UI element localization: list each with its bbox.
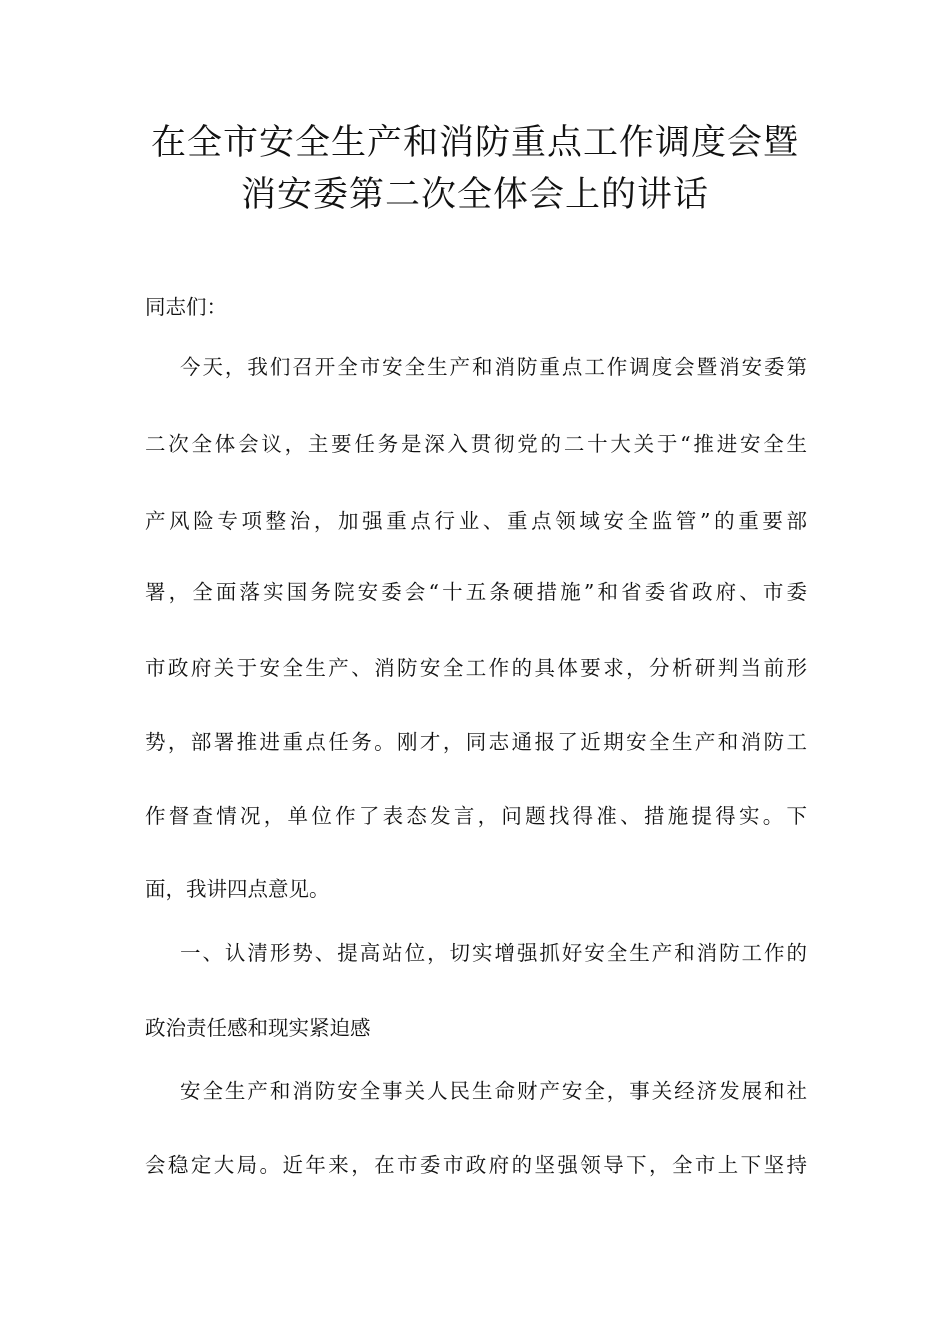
paragraph-1-line-1: 今天，我们召开全市安全生产和消防重点工作调度会暨消安委第 — [180, 355, 807, 379]
paragraph-1-line-7: 作督查情况，单位作了表态发言，问题找得准、措施提得实。下 — [145, 804, 807, 828]
paragraph-1-line-3: 产风险专项整治，加强重点行业、重点领域安全监管”的重要部 — [145, 509, 807, 533]
paragraph-1-line-2: 二次全体会议，主要任务是深入贯彻党的二十大关于“推进安全生 — [145, 432, 807, 456]
salutation: 同志们： — [145, 295, 227, 319]
paragraph-2-line-2: 会稳定大局。近年来，在市委市政府的坚强领导下，全市上下坚持 — [145, 1153, 807, 1177]
paragraph-1-line-4: 署，全面落实国务院安委会“十五条硬措施”和省委省政府、市委 — [145, 580, 807, 604]
section-heading-1-line-1: 一、认清形势、提高站位，切实增强抓好安全生产和消防工作的 — [180, 941, 807, 965]
section-heading-1-line-2: 政治责任感和现实紧迫感 — [145, 1016, 371, 1040]
paragraph-1-line-8: 面，我讲四点意见。 — [145, 877, 330, 901]
document-title-line-1: 在全市安全生产和消防重点工作调度会暨 — [150, 123, 799, 163]
paragraph-2-line-1: 安全生产和消防安全事关人民生命财产安全，事关经济发展和社 — [180, 1079, 807, 1103]
paragraph-1-line-5: 市政府关于安全生产、消防安全工作的具体要求，分析研判当前形 — [145, 656, 807, 680]
paragraph-1-line-6: 势，部署推进重点任务。刚才，同志通报了近期安全生产和消防工 — [145, 730, 807, 754]
document-title-line-2: 消安委第二次全体会上的讲话 — [240, 175, 709, 215]
